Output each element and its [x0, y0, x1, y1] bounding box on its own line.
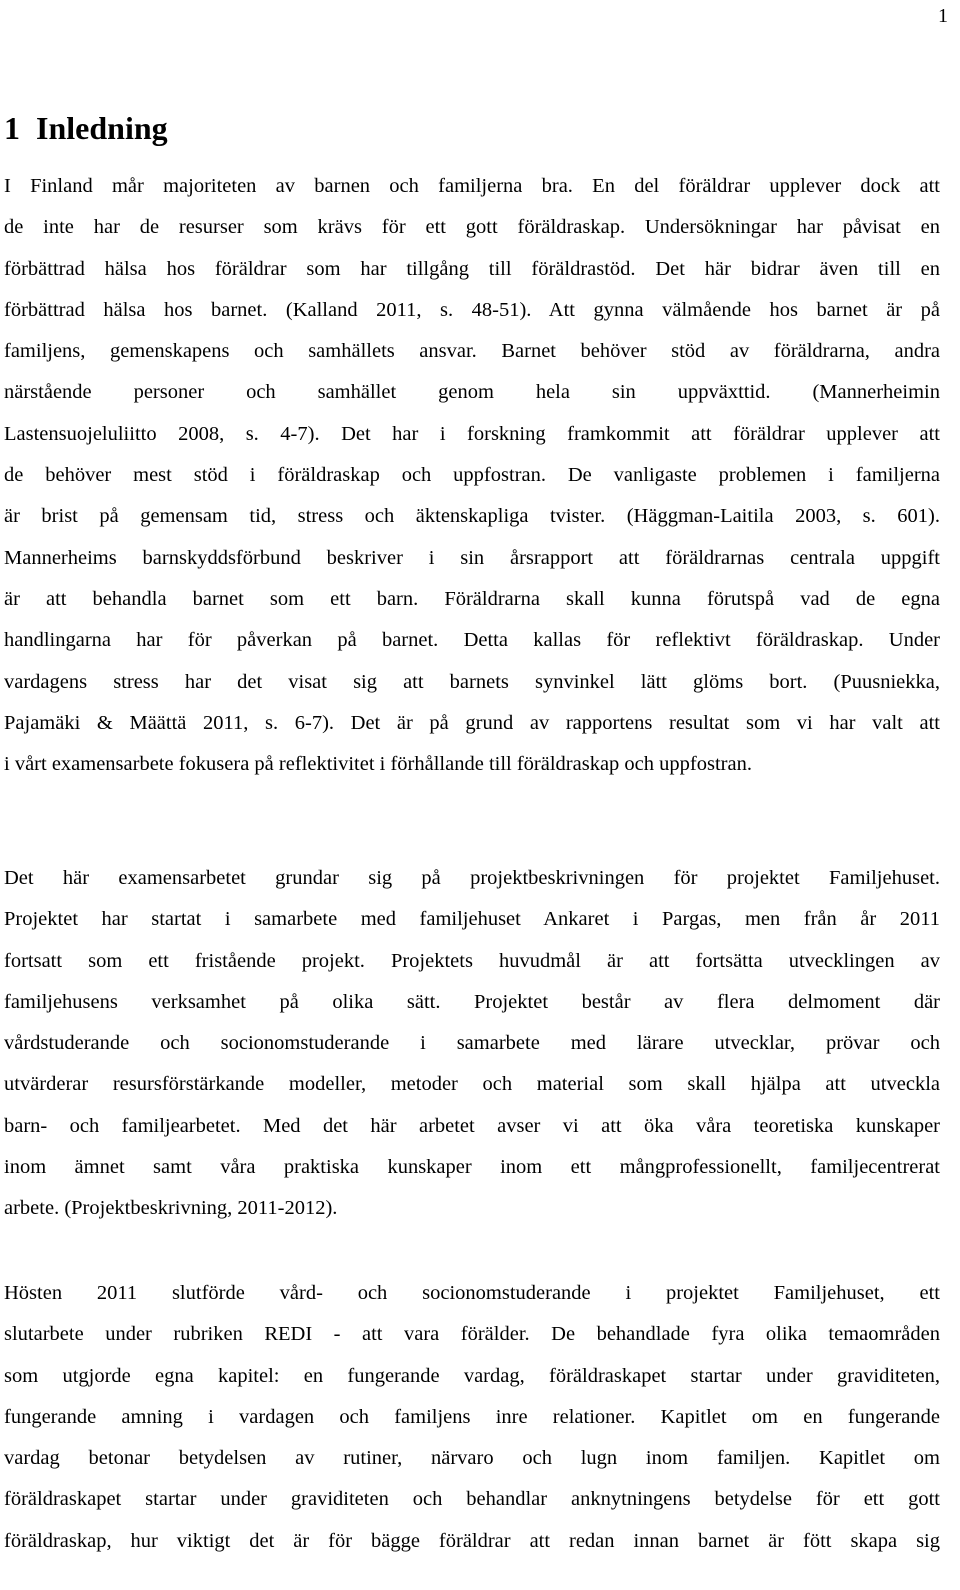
paragraph-line: arbete. (Projektbeskrivning, 2011-2012). — [4, 1197, 338, 1220]
paragraph-line: vårdstuderande och socionomstuderande i samarbete med lärare utvecklar, prövar och — [4, 1032, 940, 1055]
paragraph-3 — [4, 1273, 940, 1562]
paragraph-line: som utgjorde egna kapitel: en fungerande vardag, föräldraskapet startar under graviditeten, — [4, 1364, 940, 1387]
paragraph-line: är brist på gemensam tid, stress och äktenskapliga tvister. (Häggman-Laitila 2003, s. 601). — [4, 505, 940, 528]
paragraph-line: Lastensuojeluliitto 2008, s. 4-7). Det har i forskning framkommit att föräldrar upplever att — [4, 422, 940, 445]
paragraph-line: Projektet har startat i samarbete med familjehuset Ankaret i Pargas, men från år 2011 — [4, 908, 940, 931]
paragraph-line: föräldraskapet startar under graviditeten och behandlar anknytningens betydelse för ett gott — [4, 1488, 940, 1511]
paragraph-line: de inte har de resurser som krävs för ett gott föräldraskap. Undersökningar har påvisat en — [4, 216, 940, 239]
paragraph-line: familjehusens verksamhet på olika sätt. Projektet består av flera delmoment där — [4, 990, 940, 1013]
paragraph-line: vardagens stress har det visat sig att barnets synvinkel lätt glöms bort. (Puusniekka, — [4, 670, 940, 693]
paragraph-line: handlingarna har för påverkan på barnet. Detta kallas för reflektivt föräldraskap. Under — [4, 629, 940, 652]
paragraph-line: närstående personer och samhället genom hela sin uppväxttid. (Mannerheimin — [4, 381, 940, 404]
paragraph-line: i vårt examensarbete fokusera på reflektivitet i förhållande till föräldraskap och uppfostran. — [4, 753, 752, 776]
paragraph-line: utvärderar resursförstärkande modeller, metoder och material som skall hjälpa att utveckla — [4, 1073, 940, 1096]
paragraph-line: barn- och familjearbetet. Med det här arbetet avser vi att öka våra teoretiska kunskaper — [4, 1114, 940, 1137]
paragraph-line: Mannerheims barnskyddsförbund beskriver i sin årsrapport att föräldrarnas centrala uppgift — [4, 546, 940, 569]
paragraph-line: Hösten 2011 slutförde vård- och socionomstuderande i projektet Familjehuset, ett — [4, 1282, 940, 1304]
section-number: 1 — [4, 110, 20, 146]
paragraph-line: fortsatt som ett fristående projekt. Projektets huvudmål är att fortsätta utvecklingen av — [4, 949, 940, 972]
paragraph-line: familjens, gemenskapens och samhällets ansvar. Barnet behöver stöd av föräldrarna, andra — [4, 340, 940, 363]
section-heading — [4, 106, 168, 150]
page-number: 1 — [938, 5, 948, 27]
paragraph-line: Pajamäki & Määttä 2011, s. 6-7). Det är på grund av rapportens resultat som vi har valt att — [4, 711, 940, 734]
section-title: Inledning — [36, 110, 168, 146]
paragraph-line: är att behandla barnet som ett barn. Föräldrarna skall kunna förutspå vad de egna — [4, 587, 940, 610]
paragraph-line: föräldraskap, hur viktigt det är för bägge föräldrar att redan innan barnet är fött skapa sig — [4, 1529, 940, 1552]
paragraph-line: slutarbete under rubriken REDI - att vara förälder. De behandlade fyra olika temaområden — [4, 1323, 940, 1346]
paragraph-line: förbättrad hälsa hos föräldrar som har tillgång till föräldrastöd. Det här bidrar även till en — [4, 257, 940, 280]
paragraph-line: I Finland mår majoriteten av barnen och familjerna bra. En del föräldrar upplever dock att — [4, 175, 940, 197]
paragraph-line: vardag betonar betydelsen av rutiner, närvaro och lugn inom familjen. Kapitlet om — [4, 1447, 940, 1470]
paragraph-line: de behöver mest stöd i föräldraskap och uppfostran. De vanligaste problemen i familjerna — [4, 464, 940, 487]
paragraph-line: förbättrad hälsa hos barnet. (Kalland 2011, s. 48-51). Att gynna välmående hos barnet är på — [4, 298, 940, 321]
paragraph-line: fungerande amning i vardagen och familjens inre relationer. Kapitlet om en fungerande — [4, 1405, 940, 1428]
paragraph-line: inom ämnet samt våra praktiska kunskaper inom ett mångprofessionellt, familjecentrerat — [4, 1156, 940, 1179]
paragraph-2 — [4, 858, 940, 1230]
paragraph-1 — [4, 166, 940, 785]
paragraph-line: Det här examensarbetet grundar sig på projektbeskrivningen för projektet Familjehuset. — [4, 867, 940, 889]
